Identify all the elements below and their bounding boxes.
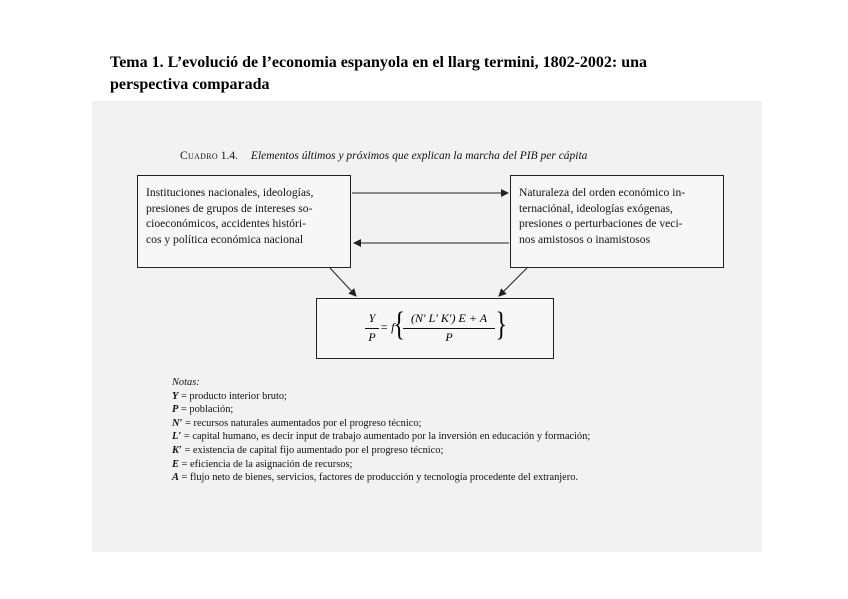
formula-lhs-denominator: P [368,330,376,344]
box-line: ternaciónal, ideologías exógenas, [519,201,673,215]
cuadro-number: 1.4. [220,150,239,162]
note-symbol: L′ [172,431,182,443]
formula-left-brace: { [393,306,405,343]
box-line: nos amistosos o inamistosos [519,232,651,246]
note-text: = producto interior bruto; [178,390,287,402]
note-text: = flujo neto de bienes, servicios, factores de producción y tecnología procedente del extranjero. [178,472,579,484]
notes [172,376,590,485]
note-item [172,458,590,472]
box-line: cioeconómicos, accidentes históri- [146,217,307,230]
notes-heading: Notas: [172,377,200,388]
page-heading-line2: perspectiva comparada [110,76,270,93]
note-item [172,403,590,417]
cuadro-label: Cuadro [180,150,218,162]
page-heading-line1: Tema 1. L’evolució de l’economia espanyola en el llarg termini, 1802-2002: una [110,54,648,71]
box-line: Naturaleza del orden económico in- [519,186,686,199]
formula-box [316,298,554,359]
formula-right-brace: } [495,306,507,343]
note-symbol: Y [172,390,179,402]
note-text: = recursos naturales aumentados por el progreso técnico; [182,417,422,429]
formula-lhs-numerator: Y [368,311,376,325]
note-text: = eficiencia de la asignación de recursos; [178,458,353,470]
cuadro-caption: Elementos últimos y próximos que explican la marcha del PIB per cápita [250,150,588,162]
box-line: Instituciones nacionales, ideologías, [146,186,314,199]
formula-rhs-numerator: (N′ L′ K′) E + A [410,311,488,325]
box-line: presiones de grupos de intereses so- [146,201,313,215]
box-line: cos y política económica nacional [146,232,304,246]
note-text: = capital humano, es decir input de trabajo aumentado por la inversión en educación y formación; [181,431,591,443]
gdp-formula [317,299,555,360]
arrow-right-to-formula [499,268,527,296]
note-item [172,390,590,404]
note-symbol: P [172,404,179,416]
formula-equals-f: = f [380,320,395,334]
arrow-left-to-formula [330,268,356,296]
note-item [172,444,590,458]
note-symbol: N′ [172,417,183,429]
note-text: = existencia de capital fijo aumentado por el progreso técnico; [181,444,444,456]
box-line: presiones o perturbaciones de veci- [519,217,683,230]
note-symbol: K′ [172,444,182,456]
note-symbol: E [172,458,179,470]
note-symbol: A [172,472,179,484]
formula-rhs-denominator: P [445,330,453,344]
note-item [172,430,590,444]
formula-fraction-bar [365,328,379,329]
note-item [172,417,590,431]
note-text: = población; [178,404,234,416]
formula-fraction-bar [403,328,495,329]
note-item [172,471,590,485]
